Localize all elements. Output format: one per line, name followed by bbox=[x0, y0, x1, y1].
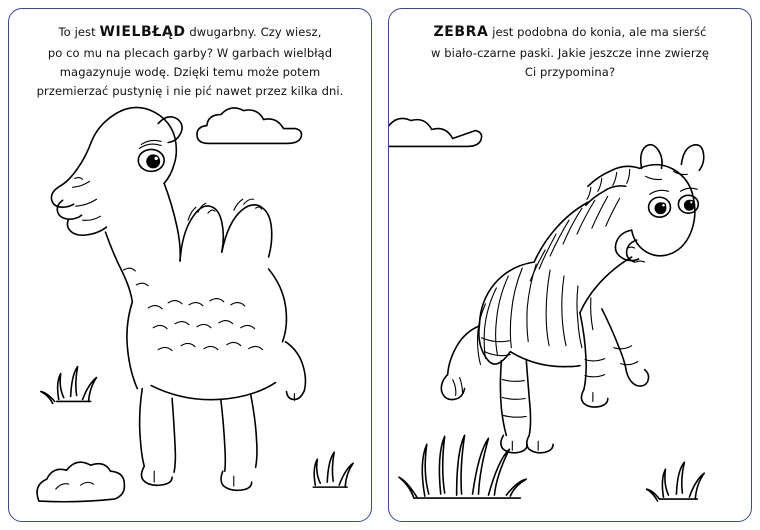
caption-zebra bbox=[403, 21, 737, 82]
caption-line-4: przemierzać pustynię i nie pić nawet przez kilka dni. bbox=[36, 84, 344, 99]
caption-line-2: po co mu na plecach garby? W garbach wielbłąd bbox=[47, 46, 333, 61]
artwork-zebra bbox=[389, 9, 751, 521]
caption-text-before: To jest bbox=[58, 25, 100, 39]
animal-name-camel: WIELBŁĄD bbox=[99, 24, 186, 40]
grass-tuft-right bbox=[313, 452, 353, 487]
page-frame-camel bbox=[8, 8, 372, 522]
page-frame-zebra bbox=[388, 8, 752, 522]
caption-line-3: magazynuje wodę. Dzięki temu może potem bbox=[59, 65, 321, 80]
animal-name-zebra: ZEBRA bbox=[433, 24, 489, 40]
caption-camel bbox=[23, 21, 357, 101]
cloud-icon bbox=[197, 108, 302, 144]
caption-line-2-zebra: w biało-czarne paski. Jakie jeszcze inne zwierzę bbox=[431, 46, 709, 61]
camel-outline bbox=[51, 107, 305, 490]
grass-tuft-right bbox=[647, 462, 705, 501]
bush bbox=[37, 462, 124, 502]
page-zebra bbox=[380, 0, 760, 530]
caption-text-after-zebra: jest podobna do konia, ale ma sierść bbox=[488, 25, 707, 39]
caption-text-after: dwugarbny. Czy wiesz, bbox=[185, 25, 322, 39]
grass-tuft-left bbox=[41, 367, 97, 404]
zebra-outline bbox=[441, 145, 703, 453]
cloud-icon bbox=[389, 118, 482, 146]
grass-clump-large bbox=[399, 435, 526, 498]
caption-line-3-zebra: Ci przypomina? bbox=[524, 65, 616, 80]
